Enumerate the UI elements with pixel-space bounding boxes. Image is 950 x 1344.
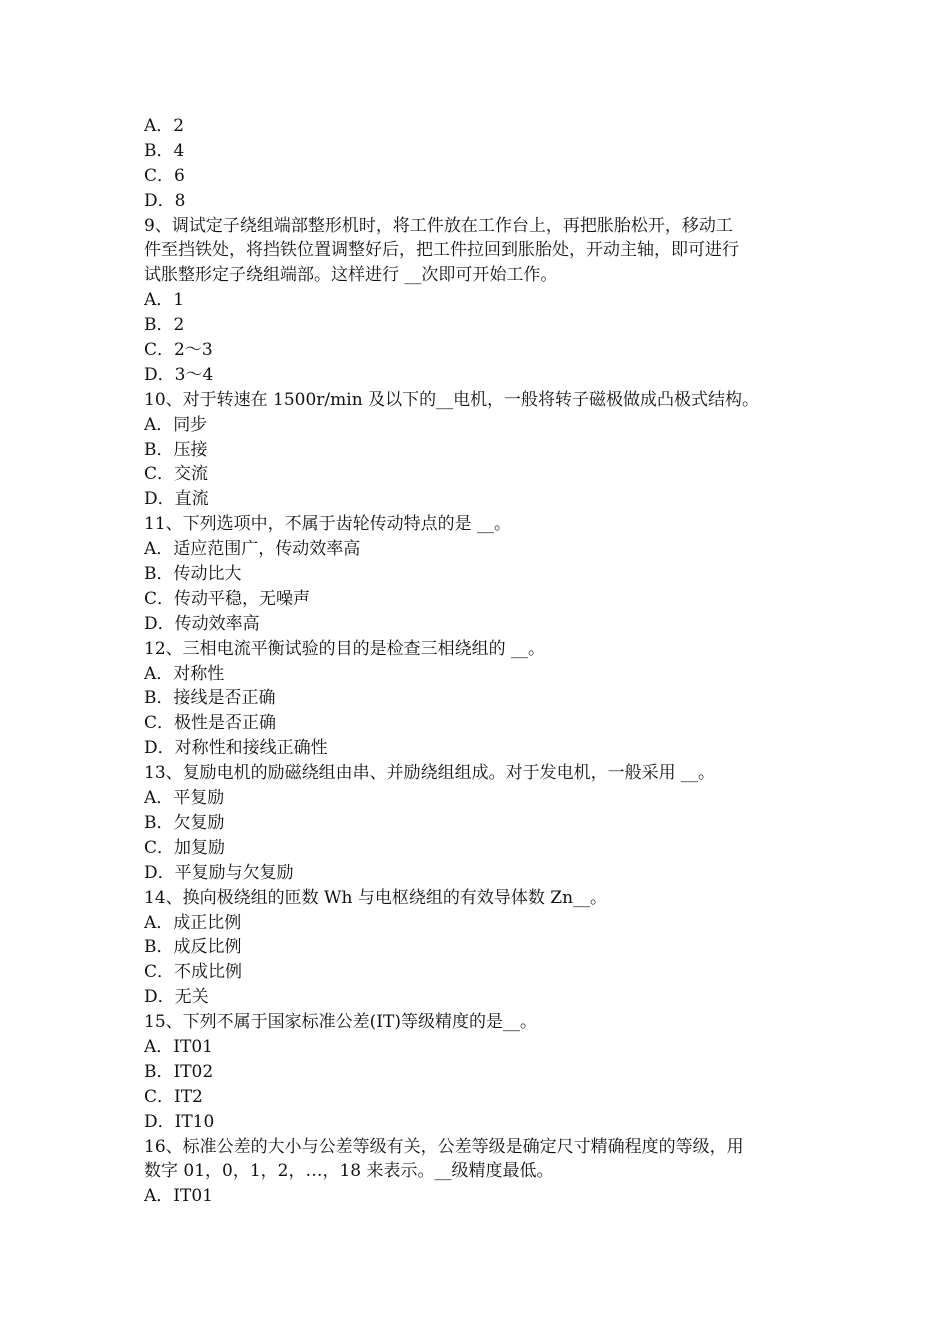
option-c: C．2～3 — [144, 340, 213, 361]
question-text-line: 9、调试定子绕组端部整形机时，将工件放在工作台上，再把胀胎松开，移动工 — [144, 215, 733, 236]
option-a: A．平复励 — [144, 788, 225, 809]
question-text-line: 件至挡铁处，将挡铁位置调整好后，把工件拉回到胀胎处，开动主轴，即可进行 — [144, 240, 739, 261]
question-text-line: 13、复励电机的励磁绕组由串、并励绕组组成。对于发电机，一般采用 __。 — [144, 763, 716, 784]
question-12 — [144, 637, 816, 761]
option-c: C．交流 — [144, 464, 209, 485]
option-a: A．成正比例 — [144, 912, 242, 933]
question-text-line: 试胀整形定子绕组端部。这样进行 __次即可开始工作。 — [144, 265, 558, 286]
option-b: B．压接 — [144, 439, 208, 460]
question-13 — [144, 761, 816, 885]
question-15 — [144, 1010, 816, 1134]
option-c: C．传动平稳，无噪声 — [144, 588, 311, 609]
question-text-line: 11、下列选项中，不属于齿轮传动特点的是 __。 — [144, 514, 512, 535]
option-d: D．IT10 — [144, 1111, 215, 1132]
option-c: C．加复励 — [144, 837, 226, 858]
question-text-line: 16、标准公差的大小与公差等级有关，公差等级是确定尺寸精确程度的等级，用 — [144, 1136, 744, 1157]
question-10 — [144, 388, 816, 512]
option-a: A．同步 — [144, 414, 208, 435]
option-d: D．传动效率高 — [144, 613, 260, 634]
question-text-line: 数字 01，0，1，2，…，18 来表示。__级精度最低。 — [144, 1161, 554, 1182]
option-b: B．传动比大 — [144, 564, 242, 585]
option-d: D．直流 — [144, 489, 209, 510]
option-a: A．2 — [144, 116, 185, 136]
option-a: A．IT01 — [144, 1186, 213, 1207]
option-b: B．接线是否正确 — [144, 688, 276, 709]
option-a: A．1 — [144, 290, 185, 311]
option-c: C．极性是否正确 — [144, 713, 277, 734]
question-text-line: 12、三相电流平衡试验的目的是检查三相绕组的 __。 — [144, 638, 546, 659]
question-text-line: 14、换向极绕组的匝数 Wh 与电枢绕组的有效导体数 Zn__。 — [144, 887, 608, 908]
option-b: B．4 — [144, 140, 185, 161]
option-b: B．欠复励 — [144, 812, 225, 833]
option-d: D．8 — [144, 190, 186, 211]
option-b: B．IT02 — [144, 1061, 214, 1082]
option-a: A．IT01 — [144, 1036, 213, 1057]
option-b: B．成反比例 — [144, 937, 242, 958]
option-a: A．适应范围广，传动效率高 — [144, 539, 361, 560]
option-b: B．2 — [144, 315, 185, 336]
option-d: D．无关 — [144, 987, 209, 1008]
option-d: D．对称性和接线正确性 — [144, 738, 328, 759]
question-text-line: 10、对于转速在 1500r/min 及以下的__电机，一般将转子磁极做成凸极式结构。 — [144, 389, 760, 410]
document-page — [144, 114, 816, 1209]
option-c: C．6 — [144, 165, 185, 186]
question-11 — [144, 512, 816, 636]
option-c: C．不成比例 — [144, 962, 243, 983]
question-14 — [144, 886, 816, 1010]
question-16 — [144, 1135, 816, 1210]
option-d: D．平复励与欠复励 — [144, 862, 294, 883]
option-a: A．对称性 — [144, 663, 225, 684]
option-d: D．3～4 — [144, 364, 214, 385]
question-text-line: 15、下列不属于国家标准公差(IT)等级精度的是__。 — [144, 1012, 537, 1033]
option-c: C．IT2 — [144, 1086, 203, 1107]
leading-options — [144, 114, 816, 214]
question-9 — [144, 214, 816, 388]
